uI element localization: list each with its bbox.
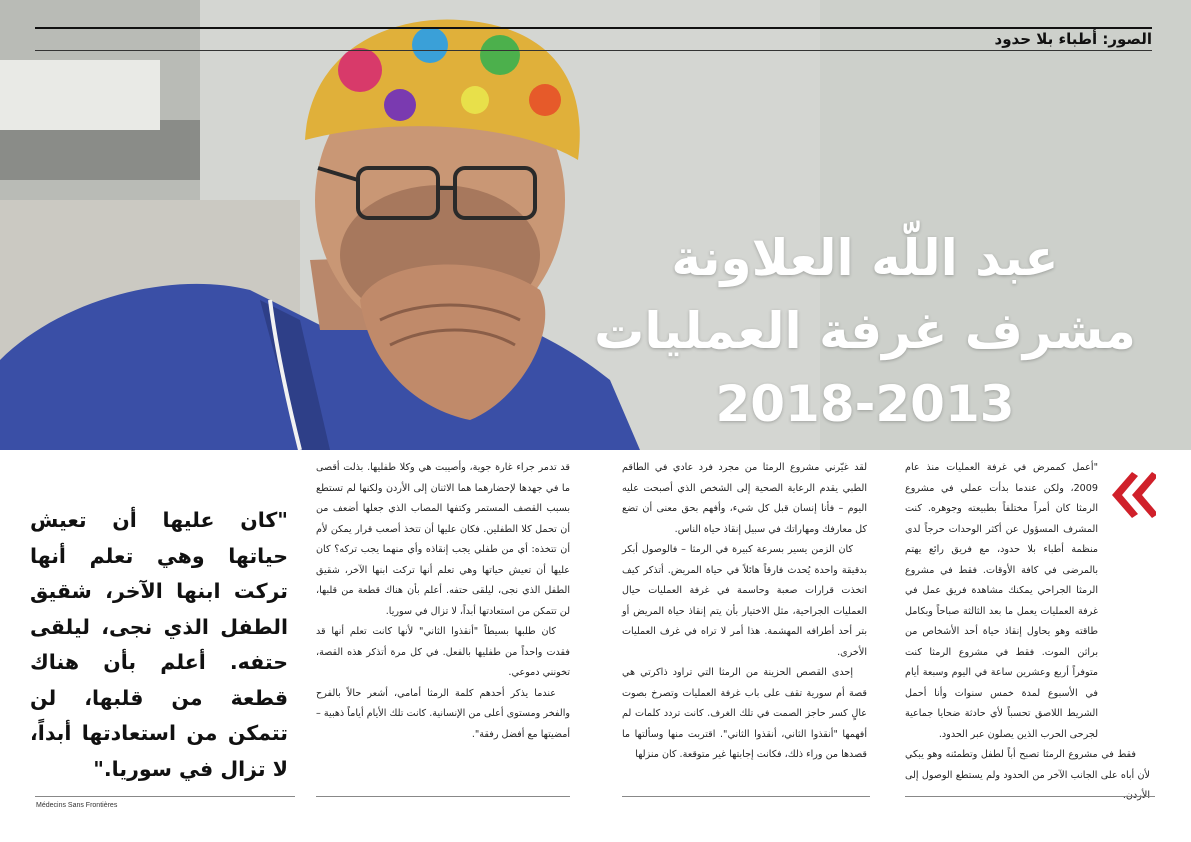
article-column-2 [622,458,867,766]
top-rule [35,27,1152,29]
col3-paragraph-1: قد تدمر جراء غارة جوية، وأصيبت هي وكلا طفليها. بذلت أقصى ما في جهدها لإحضارهما هما الاثنان إلى الأردن ولكنها لم تستطع بسبب القصف المستمر وكتفها المصاب الذي جعلها أضعف من أن تحمل كلا الطفلين. فكان عليها أن تتخذ أصعب قرار يمكن لأم أن تتخذه: أي من طفلي يجب إنقاذه وأي منهما يجب تركه؟ كان عليها أن تعيش حياتها وهي تعلم أنها تركت ابنها الآخر، شقيق الطفل الذي نجى، ليلقى حتفه. أعلم بأن هناك قطعة من قلبها، لن تتمكن من استعادتها أبداً، لا تزال في سوريا. [316,462,570,617]
headline-years: 2018-2013 [715,375,1015,433]
col3-bottom-rule [316,796,570,797]
col2-paragraph-2: كان الزمن يسير بسرعة كبيرة في الرمثا – فالوصول أبكر بدقيقة واحدة يُحدث فارقاً هائلاً في حياة المريض. أتذكر كيف اتخذت قرارات صعبة وحاسمة في غرفة العمليات حيال العمليات الجراحية، مثل الاختيار بأن يتم إنقاذ حياة المريض أو بتر أحد أطرافه المهشمة. هذا أمر لا تراه في غرف العمليات الأخرى. [622,544,867,658]
col1-bottom-rule [905,796,1155,797]
col3-paragraph-2: كان طلبها بسيطاً "أنقذوا الثاني" لأنها كانت تعلم أنها قد فقدت واحداً من طفليها بالفعل. في كل مرة أتذكر هذه القصة، تخونني دموعي. [316,626,570,678]
article-column-1 [905,458,1150,807]
left-bottom-rule [35,796,295,797]
col2-bottom-rule [622,796,870,797]
headline [565,222,1165,441]
headline-role: مشرف غرفة العمليات [594,302,1136,360]
top-rule-secondary [35,50,1152,51]
headline-name: عبد اللّه العلاونة [671,229,1059,287]
photo-credit: الصور: أطباء بلا حدود [994,30,1152,48]
col1-paragraph-2: فقط في مشروع الرمثا تصبح أباً لطفل وتطمئنه وهو يبكي لأن أباه على الجانب الآخر من الحدود ولم يستطع الوصول إلى [905,749,1150,781]
col3-paragraph-3: عندما يذكر أحدهم كلمة الرمثا أمامي، أشعر حالاً بالفرح والفخر ومستوى أعلى من الإنسانية. كانت تلك الأيام أياماً ذهبية – أمضيتها مع أفضل رفقة". [316,687,570,740]
footer-org: Médecins Sans Frontières [36,802,118,809]
col2-paragraph-1: لقد غيّرني مشروع الرمثا من مجرد فرد عادي في الطاقم الطبي يقدم الرعاية الصحية إلى الشخص الذي أصبحت عليه اليوم – فأنا إنسان قبل كل شيء، وأفهم بحق معنى أن تضع كل معارفك ومهاراتك في سبيل إنقاذ حياة الناس. [622,462,867,535]
col1-paragraph-1: "أعمل كممرض في غرفة العمليات منذ عام 2009، ولكن عندما بدأت عملي في مشروع الرمثا كان أمراً مختلفاً بطبيعته وجوهره. كنت المشرف المسؤول عن أكثر الوحدات حرجاً لدى منظمة أطباء بلا حدود، مع فريق رائع يهتم بالمرضى في كافة الأوقات. فقط في مشروع الرمثا الجراحي يمكنك مشاهدة فريق عمل في غرفة العمليات يعمل ما بعد الثالثة صباحاً وبكامل طاقته وهو يحاول إنقاذ حياة أحد الأشخاص من براثن الموت. فقط في مشروع الرمثا كنت متوفراً أربع وعشرين ساعة في اليوم وسبعة أيام في الأسبوع لمدة خمس سنوات وأنا أحمل الشريط اللاصق تحسباً لأي حادثة ضحايا جماعية لجرحى الحرب الذين يصلون عبر الحدود. [905,462,1098,740]
pull-quote: "كان عليها أن تعيش حياتها وهي تعلم أنها تركت ابنها الآخر، شقيق الطفل الذي نجى، ليلقى حتفه. أعلم بأن هناك قطعة من قلبها، لن تتمكن من استعادتها أبداً، لا تزال في سوريا." [30,508,288,781]
article-column-3 [316,458,570,745]
col2-paragraph-3: إحدى القصص الحزينة من الرمثا التي تراود ذاكرتي هي قصة أم سورية تقف على باب غرفة العمليات وتصرخ بصوت عالٍ كسر حاجز الصمت في تلك الغرف. كانت تردد كلمات لم أفهمها "أنقذوا الثاني، أنقذوا الثاني". اقتربت منها وسألتها ما قصدها من وراء ذلك، فكانت إجابتها غير متوقعة. كان منزلها [622,667,867,760]
